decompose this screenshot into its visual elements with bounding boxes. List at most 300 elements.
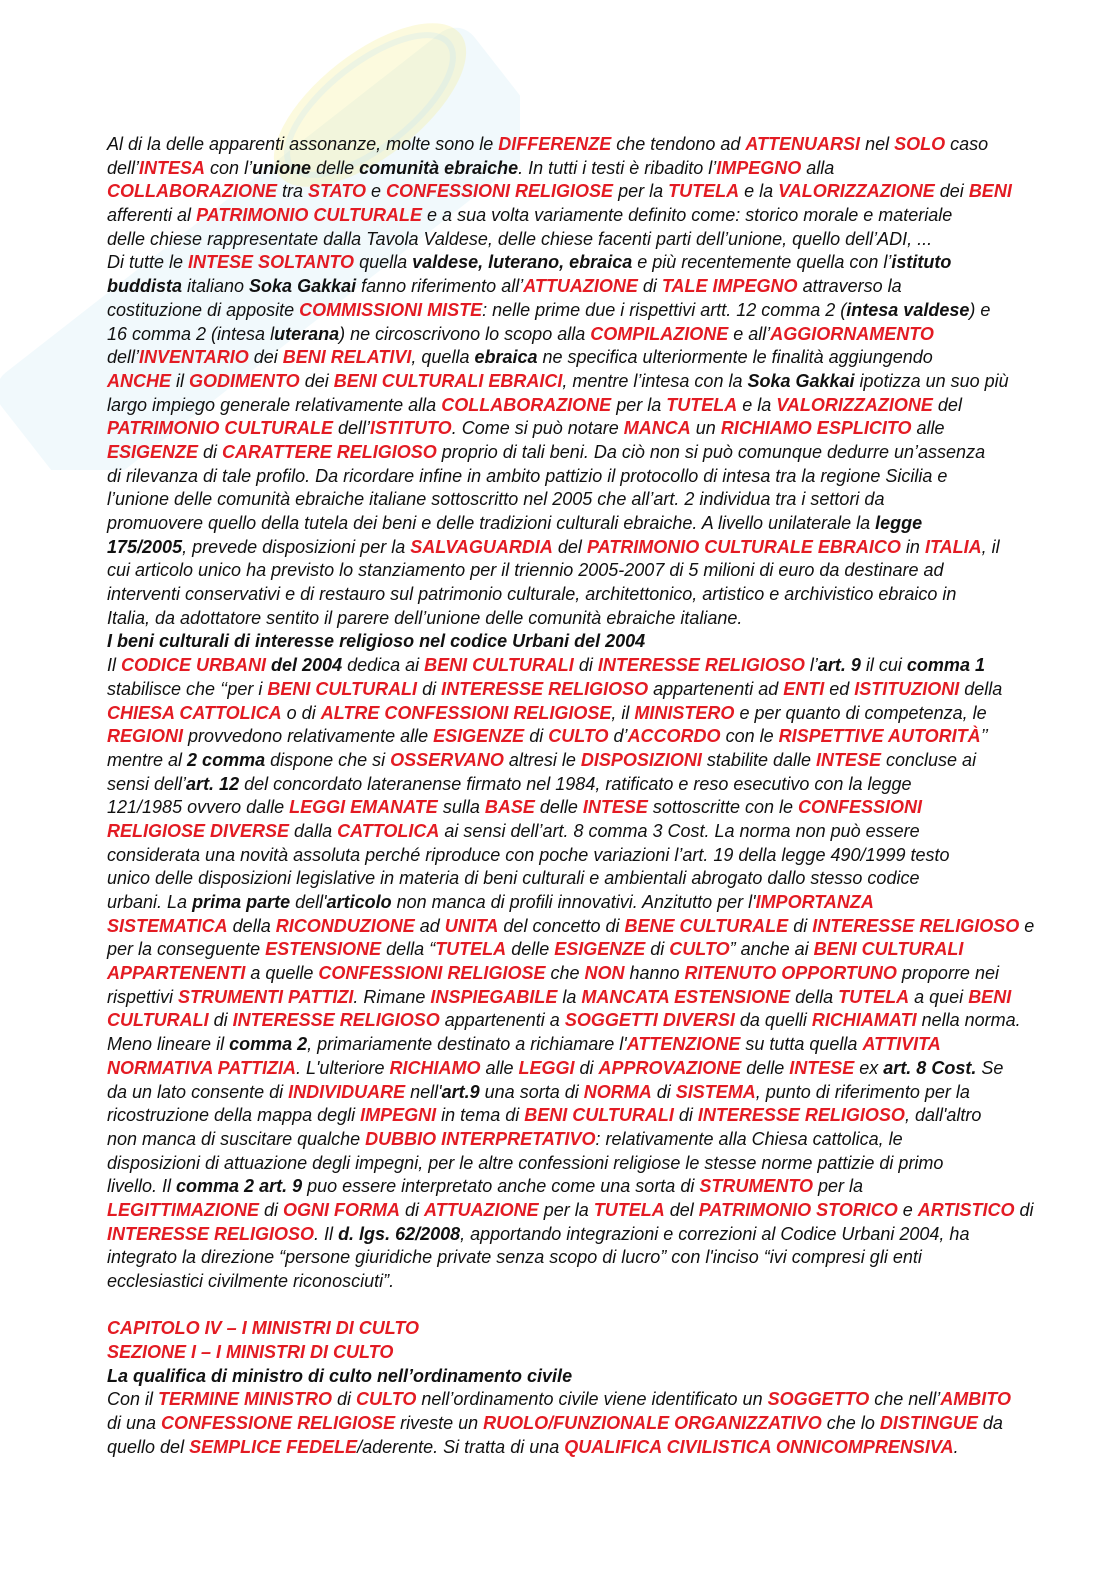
highlighted-keyword: ARTISTICO xyxy=(917,1199,1015,1220)
text-run: delle xyxy=(534,797,583,818)
text-run: per la xyxy=(813,1176,864,1197)
text-run: di xyxy=(332,1389,357,1410)
text-line xyxy=(107,536,1097,560)
highlighted-keyword: RUOLO/FUNZIONALE ORGANIZZATIVO xyxy=(483,1413,822,1434)
highlighted-keyword: OGNI FORMA xyxy=(283,1199,401,1220)
text-line xyxy=(107,820,1097,844)
text-run: provvedono relativamente alle xyxy=(183,726,434,747)
highlighted-keyword: RISPETTIVE AUTORITÀ xyxy=(778,726,981,747)
text-run: delle xyxy=(741,1057,790,1078)
highlighted-keyword: ATTIVITA xyxy=(862,1034,941,1055)
bold-term: 175/2005 xyxy=(107,536,183,557)
text-line xyxy=(107,915,1097,939)
text-run: , punto di riferimento per la xyxy=(755,1081,970,1102)
text-run: ne specifica ulteriormente le finalità aggiungendo xyxy=(537,347,933,368)
highlighted-keyword: TUTELA xyxy=(668,181,740,202)
bold-term: La qualifica di ministro di culto nell’ordinamento civile xyxy=(107,1365,573,1386)
text-run: ) ne circoscrivono lo scopo alla xyxy=(339,323,591,344)
text-run: fanno riferimento all’ xyxy=(356,276,524,297)
text-run: stabilite dalle xyxy=(701,749,816,770)
text-run: 16 comma 2 (intesa l xyxy=(107,323,275,344)
text-run: ex xyxy=(854,1057,884,1078)
highlighted-keyword: ACCORDO xyxy=(627,726,721,747)
paragraph-block xyxy=(107,654,1097,1294)
highlighted-keyword: BENI xyxy=(968,986,1012,1007)
text-line xyxy=(107,133,1097,157)
highlighted-keyword: IMPEGNI xyxy=(360,1105,437,1126)
text-run: ed xyxy=(824,678,855,699)
highlighted-keyword: BENI CULTURALI xyxy=(424,655,574,676)
bold-term: d. lgs. 62/2008 xyxy=(338,1223,461,1244)
text-run: proporre nei xyxy=(896,963,999,984)
text-run: su tutta quella xyxy=(740,1034,863,1055)
text-run: di xyxy=(645,939,670,960)
text-run: /aderente. Si tratta di una xyxy=(357,1436,565,1457)
text-run: e xyxy=(366,181,387,202)
text-run: ’’ xyxy=(980,726,988,747)
highlighted-keyword: APPROVAZIONE xyxy=(598,1057,742,1078)
highlighted-keyword: SEZIONE I – I MINISTRI DI CULTO xyxy=(107,1342,394,1363)
text-run: il cui xyxy=(860,655,907,676)
text-line xyxy=(107,1081,1097,1105)
highlighted-keyword: IMPORTANZA xyxy=(755,892,874,912)
text-line xyxy=(107,1412,1097,1436)
text-run: e la xyxy=(737,394,777,415)
text-run: del xyxy=(664,1199,699,1220)
text-run: alle xyxy=(480,1057,519,1078)
text-run: della “ xyxy=(381,939,436,960)
bold-term: art. 12 xyxy=(186,773,240,794)
text-run: di xyxy=(208,1010,233,1031)
highlighted-keyword: SISTEMATICA xyxy=(107,915,228,936)
text-run: per la xyxy=(538,1199,594,1220)
highlighted-keyword: RICONDUZIONE xyxy=(275,915,415,936)
text-run: in tema di xyxy=(436,1105,525,1126)
highlighted-keyword: CHIESA CATTOLICA xyxy=(107,702,282,723)
text-run: una sorta di xyxy=(479,1081,584,1102)
highlighted-keyword: RICHIAMO ESPLICITO xyxy=(720,418,912,439)
text-run: dalla xyxy=(289,820,338,841)
text-run: di xyxy=(573,655,598,676)
text-run: non manca di profili innovativi. Anzitutto per l' xyxy=(391,892,756,912)
text-line xyxy=(107,962,1097,986)
text-run: : nelle prime due i rispettivi artt. 12 comma 2 ( xyxy=(482,299,847,320)
text-run: dei xyxy=(934,181,969,202)
highlighted-keyword: RELIGIOSE DIVERSE xyxy=(107,820,290,841)
text-line xyxy=(107,1057,1097,1081)
text-run: e all’ xyxy=(728,323,771,344)
highlighted-keyword: ESIGENZE xyxy=(107,441,199,462)
text-line xyxy=(107,1199,1097,1223)
highlighted-keyword: SISTEMA xyxy=(675,1081,756,1102)
text-line xyxy=(107,796,1097,820)
text-run: largo impiego generale relativamente alla xyxy=(107,394,442,415)
highlighted-keyword: INDIVIDUARE xyxy=(288,1081,406,1102)
text-run: promuovere quello della tutela dei beni e delle tradizioni culturali ebraiche. A livello unilaterale la xyxy=(107,513,876,533)
highlighted-keyword: ITALIA xyxy=(924,536,982,557)
highlighted-keyword: CONFESSIONI xyxy=(798,797,923,818)
text-line xyxy=(107,654,1097,678)
highlighted-keyword: REGIONI xyxy=(107,726,184,747)
text-run: nell' xyxy=(405,1081,442,1102)
text-run: mentre al xyxy=(107,749,188,770)
bold-term: intesa valdese xyxy=(846,299,970,320)
text-line xyxy=(107,986,1097,1010)
text-run: . Come si può notare xyxy=(451,418,624,439)
text-line xyxy=(107,1152,1097,1176)
text-run: ) e xyxy=(969,299,991,320)
highlighted-keyword: VALORIZZAZIONE xyxy=(776,394,933,415)
text-run: che nell’ xyxy=(869,1389,941,1410)
chapter-title xyxy=(107,1341,1097,1365)
document-body xyxy=(107,133,1097,1460)
highlighted-keyword: PATRIMONIO STORICO xyxy=(698,1199,898,1220)
text-run: della xyxy=(959,678,1003,699)
highlighted-keyword: CAPITOLO IV – I MINISTRI DI CULTO xyxy=(107,1318,420,1339)
text-run: di xyxy=(788,915,813,936)
text-run: , mentre l’intesa con la xyxy=(562,370,748,391)
bold-term: uterana xyxy=(274,323,340,344)
highlighted-keyword: CONFESSIONI RELIGIOSE xyxy=(386,181,614,202)
highlighted-keyword: INTESA xyxy=(139,157,206,178)
highlighted-keyword: INTERESSE RELIGIOSO xyxy=(597,655,805,676)
text-line xyxy=(107,938,1097,962)
text-line xyxy=(107,725,1097,749)
highlighted-keyword: CONFESSIONE RELIGIOSE xyxy=(161,1413,396,1434)
text-run: e a sua volta variamente definito come: storico morale e materiale xyxy=(422,205,953,226)
text-line xyxy=(107,465,1097,489)
text-line xyxy=(107,1033,1097,1057)
highlighted-keyword: ENTI xyxy=(783,678,825,699)
text-run: che lo xyxy=(821,1413,880,1434)
text-run: Se xyxy=(976,1057,1004,1078)
text-run: sottoscritte con le xyxy=(647,797,798,818)
text-run: rispettivi xyxy=(107,986,179,1007)
heading-block xyxy=(107,630,1097,654)
text-run: il xyxy=(171,370,190,391)
chapter-title xyxy=(107,1317,1097,1341)
text-line xyxy=(107,1388,1097,1412)
text-run: stabilisce che ‘‘per i xyxy=(107,678,268,699)
highlighted-keyword: RITENUTO OPPORTUNO xyxy=(684,963,897,984)
text-run: e xyxy=(1019,915,1035,936)
highlighted-keyword: ALTRE CONFESSIONI RELIGIOSE xyxy=(320,702,612,723)
text-run: quella xyxy=(354,252,413,273)
text-run: non manca di suscitare qualche xyxy=(107,1128,366,1149)
text-run: che tendono ad xyxy=(611,134,746,154)
text-run: disposizioni di attuazione degli impegni, per le altre confessioni religiose le stesse norme pattizie di primo xyxy=(107,1152,944,1173)
text-line xyxy=(107,228,1097,252)
text-run: sulla xyxy=(437,797,485,818)
text-run: del xyxy=(552,536,587,557)
bold-term: comunità ebraiche xyxy=(359,157,519,178)
highlighted-keyword: SALVAGUARDIA xyxy=(410,536,553,557)
highlighted-keyword: PATRIMONIO CULTURALE xyxy=(196,205,423,226)
text-run: nell’ordinamento civile viene identificato un xyxy=(416,1389,768,1410)
bold-term: unione xyxy=(252,157,312,178)
text-run: da xyxy=(977,1413,1003,1434)
highlighted-keyword: SOGGETTI DIVERSI xyxy=(564,1010,735,1031)
text-run: del concordato lateranense firmato nel 1984, ratificato e reso esecutivo con la legge xyxy=(239,773,912,794)
bold-term: art. 8 Cost. xyxy=(883,1057,977,1078)
text-run: , il xyxy=(981,536,1000,557)
highlighted-keyword: TUTELA xyxy=(435,939,507,960)
text-run: 121/1985 ovvero dalle xyxy=(107,797,290,818)
text-line xyxy=(107,583,1097,607)
bold-term: art.9 xyxy=(441,1081,480,1102)
text-run: riveste un xyxy=(395,1413,484,1434)
text-run: , il xyxy=(611,702,635,723)
text-run: del xyxy=(932,394,962,415)
highlighted-keyword: AGGIORNAMENTO xyxy=(770,323,934,344)
highlighted-keyword: VALORIZZAZIONE xyxy=(778,181,935,202)
text-run: dell’ xyxy=(332,418,371,439)
highlighted-keyword: ATTUAZIONE xyxy=(424,1199,539,1220)
bold-term: comma 2 xyxy=(229,1034,308,1055)
highlighted-keyword: NORMATIVA PATTIZIA xyxy=(107,1057,296,1078)
text-run: dell' xyxy=(290,892,327,912)
text-run: alla xyxy=(801,157,835,178)
highlighted-keyword: INTESE xyxy=(582,797,648,818)
text-run: con l’ xyxy=(205,157,253,178)
text-run: di xyxy=(259,1199,284,1220)
text-run: interventi conservativi e di restauro sul patrimonio culturale, architettonico, artistico e archivistico ebraico in xyxy=(107,584,957,605)
text-line xyxy=(107,891,1097,915)
text-run: dedica ai xyxy=(342,655,425,676)
highlighted-keyword: QUALIFICA CIVILISTICA ONNICOMPRENSIVA xyxy=(564,1436,954,1457)
highlighted-keyword: BASE xyxy=(484,797,535,818)
text-run: attraverso la xyxy=(797,276,902,297)
text-run: Italia, da adottatore sentito il parere dell’unione delle comunità ebraiche italiane. xyxy=(107,607,743,628)
highlighted-keyword: TUTELA xyxy=(593,1199,665,1220)
paragraph-block xyxy=(107,1388,1097,1459)
highlighted-keyword: LEGGI EMANATE xyxy=(289,797,438,818)
text-run: italiano xyxy=(182,276,250,297)
bold-term: legge xyxy=(875,513,923,533)
highlighted-keyword: INTESE xyxy=(816,749,882,770)
highlighted-keyword: CULTO xyxy=(548,726,609,747)
highlighted-keyword: COMMISSIONI MISTE xyxy=(299,299,483,320)
highlighted-keyword: LEGITTIMAZIONE xyxy=(107,1199,259,1220)
text-run: di xyxy=(574,1057,599,1078)
text-run: l’unione delle comunità ebraiche italiane sottoscritto nel 2005 che all’art. 2 individua tra i settori da xyxy=(107,489,885,510)
highlighted-keyword: BENI CULTURALI EBRAICI xyxy=(333,370,563,391)
bold-term: 2 comma xyxy=(187,749,266,770)
bold-term: istituto xyxy=(891,252,952,273)
text-run: di xyxy=(400,1199,425,1220)
text-run: per la xyxy=(613,181,669,202)
text-line xyxy=(107,417,1097,441)
highlighted-keyword: ATTENUARSI xyxy=(745,134,861,154)
text-run: a quei xyxy=(909,986,969,1007)
text-run: . Rimane xyxy=(353,986,431,1007)
text-run: della xyxy=(227,915,276,936)
text-run: hanno xyxy=(624,963,685,984)
highlighted-keyword: RICHIAMATI xyxy=(811,1010,917,1031)
text-run: , prevede disposizioni per la xyxy=(182,536,411,557)
highlighted-keyword: SOGGETTO xyxy=(767,1389,870,1410)
text-run: in xyxy=(900,536,925,557)
highlighted-keyword: INTERESSE RELIGIOSO xyxy=(232,1010,440,1031)
text-line xyxy=(107,394,1097,418)
highlighted-keyword: NON xyxy=(584,963,625,984)
highlighted-keyword: CONFESSIONI RELIGIOSE xyxy=(318,963,546,984)
highlighted-keyword: BENI xyxy=(968,181,1012,202)
highlighted-keyword: MANCA xyxy=(623,418,691,439)
highlighted-keyword: BENE CULTURALE xyxy=(624,915,789,936)
bold-term: comma 2 art. 9 xyxy=(176,1176,303,1197)
text-run: di xyxy=(198,441,223,462)
text-line xyxy=(107,702,1097,726)
highlighted-keyword: INTERESSE RELIGIOSO xyxy=(697,1105,905,1126)
highlighted-keyword: STRUMENTO xyxy=(699,1176,814,1197)
text-run: ai sensi dell’art. 8 comma 3 Cost. La norma non può essere xyxy=(439,820,920,841)
text-run: di xyxy=(417,678,442,699)
highlighted-keyword: MANCATA ESTENSIONE xyxy=(581,986,791,1007)
text-line xyxy=(107,299,1097,323)
text-run: livello. Il xyxy=(107,1176,177,1197)
highlighted-keyword: SEMPLICE FEDELE xyxy=(189,1436,358,1457)
text-run: della xyxy=(790,986,839,1007)
text-run: ad xyxy=(414,915,445,936)
text-run: proprio di tali beni. Da ciò non si può comunque dedurre un’assenza xyxy=(436,441,986,462)
bold-term: del 2004 xyxy=(266,655,343,676)
highlighted-keyword: ATTUAZIONE xyxy=(523,276,638,297)
text-run: l’ xyxy=(804,655,818,676)
text-run: o di xyxy=(281,702,321,723)
text-run: un xyxy=(690,418,721,439)
bold-term: I beni culturali di interesse religioso nel codice Urbani del 2004 xyxy=(107,631,646,652)
highlighted-keyword: APPARTENENTI xyxy=(107,963,246,984)
text-run: . Il xyxy=(314,1223,339,1244)
text-run: di una xyxy=(107,1413,162,1434)
text-run: delle chiese rappresentate dalla Tavola Valdese, delle chiese facenti parti dell’unione, quello dell’ADI, ... xyxy=(107,228,933,249)
highlighted-keyword: CULTURALI xyxy=(107,1010,209,1031)
highlighted-keyword: COMPILAZIONE xyxy=(590,323,729,344)
text-run: nel xyxy=(860,134,895,154)
text-run: da un lato consente di xyxy=(107,1081,289,1102)
bold-term: Soka Gakkai xyxy=(249,276,357,297)
text-run: : relativamente alla Chiesa cattolica, le xyxy=(595,1128,903,1149)
text-run: urbani. La xyxy=(107,892,193,912)
text-run: ” anche ai xyxy=(729,939,814,960)
highlighted-keyword: INTERESSE RELIGIOSO xyxy=(812,915,1020,936)
bold-term: Soka Gakkai xyxy=(747,370,855,391)
highlighted-keyword: OSSERVANO xyxy=(390,749,504,770)
highlighted-keyword: PATRIMONIO CULTURALE EBRAICO xyxy=(586,536,901,557)
text-line xyxy=(107,678,1097,702)
highlighted-keyword: INVENTARIO xyxy=(139,347,249,368)
text-line xyxy=(107,1009,1097,1033)
text-run: di rilevanza di tale profilo. Da ricordare infine in ambito pattizio il protocollo di intesa tra la regione Sicilia e xyxy=(107,465,948,486)
text-line xyxy=(107,441,1097,465)
text-run: considerata una novità assoluta perché riproduce con poche variazioni l’art. 19 della legge 490/1999 testo xyxy=(107,844,950,865)
text-line xyxy=(107,749,1097,773)
text-line xyxy=(107,1223,1097,1247)
highlighted-keyword: IMPEGNO xyxy=(716,157,802,178)
text-run: concluse ai xyxy=(881,749,977,770)
text-run: appartenenti a xyxy=(439,1010,565,1031)
highlighted-keyword: BENI CULTURALI xyxy=(813,939,964,960)
highlighted-keyword: INTERESSE RELIGIOSO xyxy=(441,678,649,699)
text-run: sensi dell’ xyxy=(107,773,187,794)
text-run: caso xyxy=(945,134,989,154)
text-line xyxy=(107,844,1097,868)
text-run: ecclesiastici civilmente riconosciuti”. xyxy=(107,1271,395,1291)
highlighted-keyword: INTERESSE RELIGIOSO xyxy=(107,1223,315,1244)
text-line xyxy=(107,1128,1097,1152)
highlighted-keyword: CODICE URBANI xyxy=(121,655,267,676)
heading-block xyxy=(107,1365,1097,1389)
text-run: e xyxy=(897,1199,918,1220)
text-run: del concetto di xyxy=(498,915,625,936)
text-run: alle xyxy=(911,418,945,439)
text-run: delle xyxy=(311,157,360,178)
text-line xyxy=(107,488,1097,512)
bold-term: comma 1 xyxy=(906,655,985,676)
text-run: Con il xyxy=(107,1389,159,1410)
text-line xyxy=(107,607,1097,631)
section-heading xyxy=(107,1365,1097,1389)
text-run: la xyxy=(557,986,582,1007)
text-run: di xyxy=(1014,1199,1034,1220)
text-run: altresi le xyxy=(503,749,581,770)
highlighted-keyword: UNITA xyxy=(444,915,499,936)
highlighted-keyword: COLLABORAZIONE xyxy=(441,394,612,415)
highlighted-keyword: BENI RELATIVI xyxy=(282,347,412,368)
text-run: afferenti al xyxy=(107,205,197,226)
section-heading xyxy=(107,630,1097,654)
text-line xyxy=(107,323,1097,347)
highlighted-keyword: CARATTERE RELIGIOSO xyxy=(222,441,437,462)
text-run: di xyxy=(637,276,662,297)
text-line xyxy=(107,1175,1097,1199)
text-run: delle xyxy=(506,939,555,960)
text-run: Il xyxy=(107,655,122,676)
highlighted-keyword: BENI CULTURALI xyxy=(267,678,418,699)
highlighted-keyword: INSPIEGABILE xyxy=(430,986,558,1007)
text-line xyxy=(107,1246,1097,1270)
text-line xyxy=(107,204,1097,228)
text-run: ricostruzione della mappa degli xyxy=(107,1105,361,1126)
paragraph-block xyxy=(107,133,1097,630)
text-run: , apportando integrazioni e correzioni al Codice Urbani 2004, ha xyxy=(460,1223,970,1244)
highlighted-keyword: ESIGENZE xyxy=(433,726,525,747)
highlighted-keyword: GODIMENTO xyxy=(189,370,300,391)
highlighted-keyword: ESTENSIONE xyxy=(265,939,382,960)
text-line xyxy=(107,773,1097,797)
highlighted-keyword: DIFFERENZE xyxy=(498,134,612,154)
text-run: . L'ulteriore xyxy=(295,1057,390,1078)
bold-term: ebraica xyxy=(474,347,538,368)
highlighted-keyword: COLLABORAZIONE xyxy=(107,181,277,202)
text-line xyxy=(107,275,1097,299)
text-run: d’ xyxy=(608,726,628,747)
text-run: e più recentemente quella con l’ xyxy=(632,252,892,273)
text-run: tra xyxy=(277,181,309,202)
highlighted-keyword: SOLO xyxy=(894,134,946,154)
bold-term: buddista xyxy=(107,276,182,297)
highlighted-keyword: CULTO xyxy=(356,1389,417,1410)
text-line xyxy=(107,559,1097,583)
text-run: quello del xyxy=(107,1436,190,1457)
text-run: appartenenti ad xyxy=(648,678,784,699)
text-run: dell’ xyxy=(107,347,140,368)
highlighted-keyword: ANCHE xyxy=(107,370,172,391)
text-run: , dall'altro xyxy=(904,1105,982,1126)
text-run: di xyxy=(673,1105,698,1126)
text-run: e la xyxy=(739,181,779,202)
